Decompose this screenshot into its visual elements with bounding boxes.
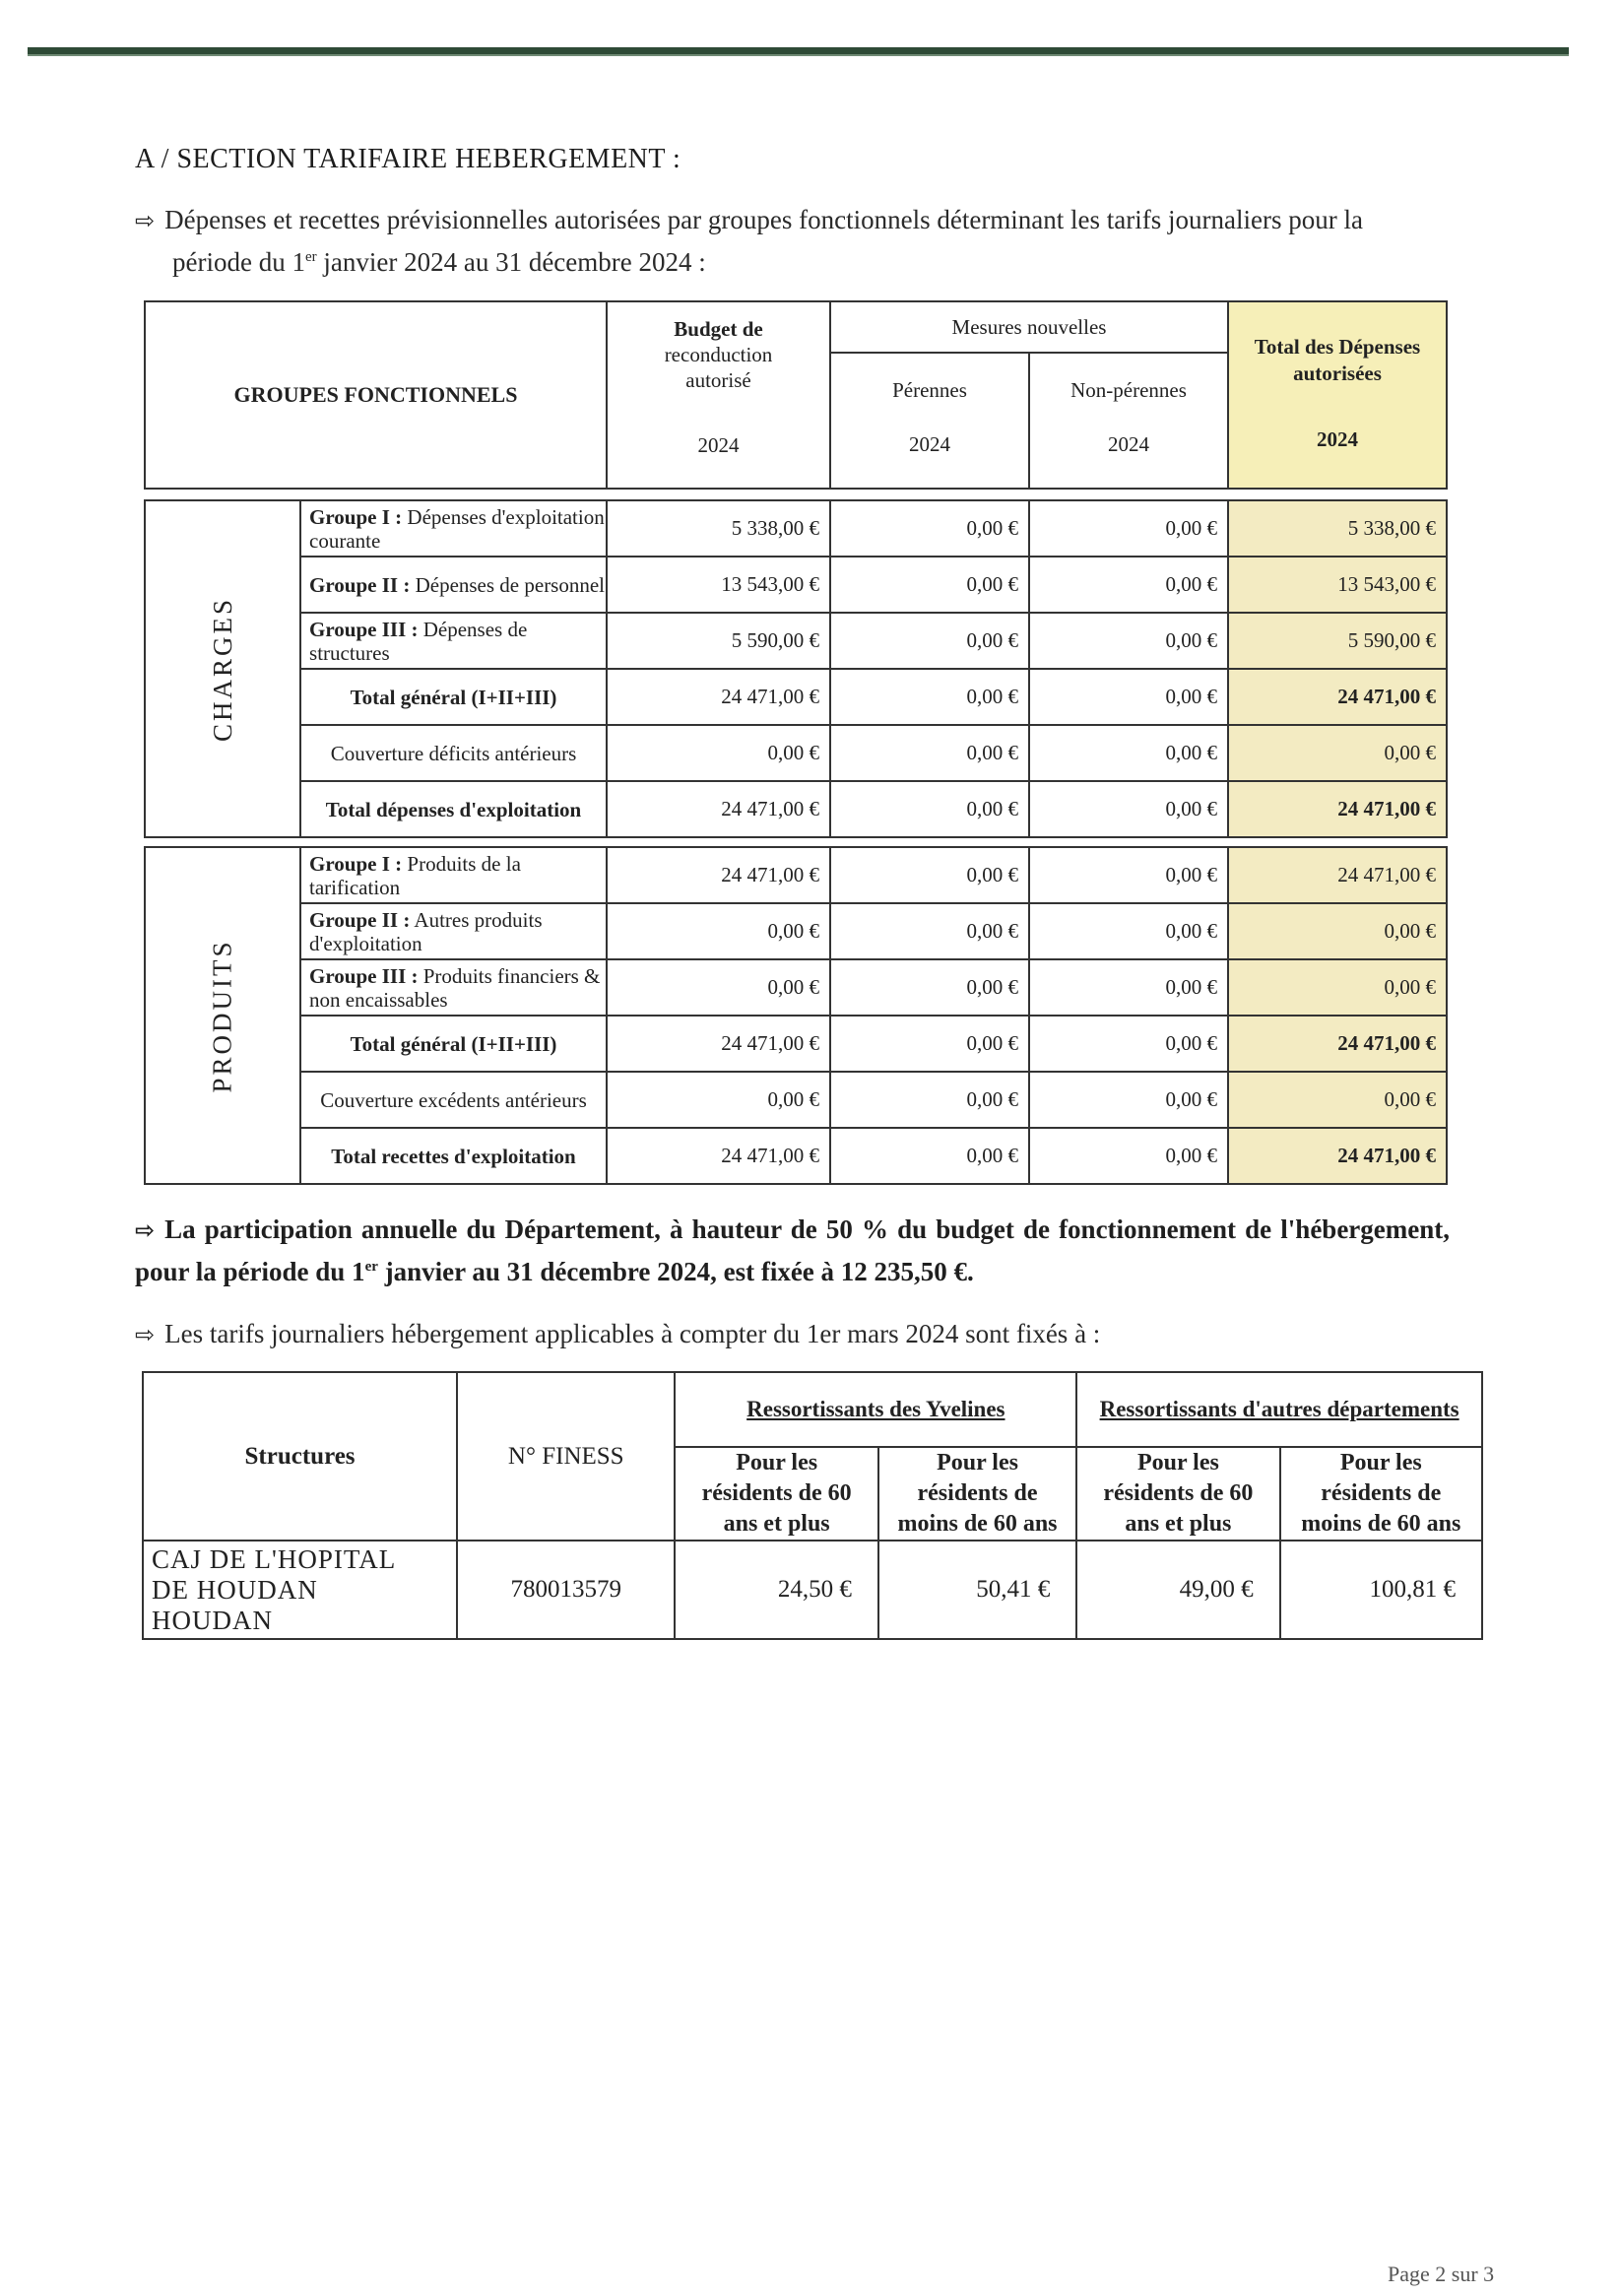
- yvelines-group-header: Ressortissants des Yvelines: [675, 1372, 1076, 1447]
- budget-row: [145, 847, 1447, 903]
- non-amount-cell: 0,00 €: [1029, 903, 1228, 959]
- tarif-cell: 50,41 €: [878, 1541, 1076, 1639]
- non-amount-cell: 0,00 €: [1029, 847, 1228, 903]
- structures-header: Structures: [143, 1372, 457, 1541]
- row-label: Total général (I+II+III): [300, 669, 607, 725]
- tarif-cell: 49,00 €: [1076, 1541, 1279, 1639]
- budget-row: [145, 1016, 1447, 1072]
- produits-category-label: PRODUITS: [145, 847, 300, 1184]
- per-amount-cell: 0,00 €: [830, 959, 1029, 1016]
- total-amount-cell: 5 338,00 €: [1228, 500, 1447, 557]
- row-label: Couverture déficits antérieurs: [300, 725, 607, 781]
- per-amount-cell: 0,00 €: [830, 1128, 1029, 1184]
- charges-section: [145, 500, 1447, 837]
- total-amount-cell: 0,00 €: [1228, 725, 1447, 781]
- base-amount-cell: 0,00 €: [607, 1072, 830, 1128]
- total-amount-cell: 24 471,00 €: [1228, 847, 1447, 903]
- intro-line2: période du 1er janvier 2024 au 31 décembre 2024 :: [172, 247, 706, 277]
- budget-row: [145, 1128, 1447, 1184]
- total-amount-cell: 24 471,00 €: [1228, 1128, 1447, 1184]
- base-amount-cell: 13 543,00 €: [607, 557, 830, 613]
- budget-row: [145, 669, 1447, 725]
- intro-paragraph: [135, 202, 1450, 281]
- base-amount-cell: 24 471,00 €: [607, 669, 830, 725]
- non-amount-cell: 0,00 €: [1029, 725, 1228, 781]
- participation-paragraph: ⇨ La participation annuelle du Département, à hauteur de 50 % du budget de fonctionnement de l'hébergement, pour la période du 1er janvier au 31 décembre 2024, est fixée à 12 235,50 €.: [135, 1214, 1450, 1286]
- groupes-fonctionnels-header: GROUPES FONCTIONNELS: [145, 301, 607, 489]
- non-amount-cell: 0,00 €: [1029, 557, 1228, 613]
- arrow-right-icon: ⇨: [135, 1216, 156, 1244]
- section-title: A / SECTION TARIFAIRE HEBERGEMENT :: [135, 144, 681, 174]
- per-amount-cell: 0,00 €: [830, 1072, 1029, 1128]
- budget-row: [145, 613, 1447, 669]
- total-amount-cell: 24 471,00 €: [1228, 669, 1447, 725]
- tarifs-intro: ⇨ Les tarifs journaliers hébergement applicables à compter du 1er mars 2024 sont fixés à :: [135, 1319, 1101, 1348]
- total-amount-cell: 24 471,00 €: [1228, 1016, 1447, 1072]
- spacer-row: [145, 837, 1447, 847]
- per-amount-cell: 0,00 €: [830, 500, 1029, 557]
- row-label: Couverture excédents antérieurs: [300, 1072, 607, 1128]
- per-amount-cell: 0,00 €: [830, 903, 1029, 959]
- row-label: Groupe I : Produits de la tarification: [300, 847, 607, 903]
- total-amount-cell: 0,00 €: [1228, 903, 1447, 959]
- base-amount-cell: 0,00 €: [607, 725, 830, 781]
- total-amount-cell: 5 590,00 €: [1228, 613, 1447, 669]
- yvelines-moins-60-header: Pour les résidents de moins de 60 ans: [878, 1447, 1076, 1541]
- base-amount-cell: 5 590,00 €: [607, 613, 830, 669]
- produits-section: [145, 847, 1447, 1184]
- non-amount-cell: 0,00 €: [1029, 613, 1228, 669]
- budget-table: [144, 300, 1448, 1185]
- tarifs-table: [142, 1371, 1483, 1640]
- per-amount-cell: 0,00 €: [830, 669, 1029, 725]
- page-number: Page 2 sur 3: [1388, 2262, 1495, 2286]
- charges-category-label: CHARGES: [145, 500, 300, 837]
- row-label: Groupe III : Dépenses de structures: [300, 613, 607, 669]
- row-label: Total général (I+II+III): [300, 1016, 607, 1072]
- non-perennes-header: Non-pérennes 2024: [1029, 353, 1228, 489]
- budget-row: [145, 500, 1447, 557]
- arrow-right-icon: ⇨: [135, 1321, 156, 1348]
- arrow-right-icon: ⇨: [135, 207, 156, 234]
- budget-row: [145, 725, 1447, 781]
- tarif-cell: 100,81 €: [1280, 1541, 1482, 1639]
- budget-row: [145, 959, 1447, 1016]
- base-amount-cell: 0,00 €: [607, 959, 830, 1016]
- finess-header: N° FINESS: [457, 1372, 675, 1541]
- per-amount-cell: 0,00 €: [830, 557, 1029, 613]
- base-amount-cell: 24 471,00 €: [607, 1128, 830, 1184]
- row-label: Groupe I : Dépenses d'exploitation courante: [300, 500, 607, 557]
- total-amount-cell: 24 471,00 €: [1228, 781, 1447, 837]
- total-amount-cell: 0,00 €: [1228, 959, 1447, 1016]
- per-amount-cell: 0,00 €: [830, 781, 1029, 837]
- non-amount-cell: 0,00 €: [1029, 1128, 1228, 1184]
- base-amount-cell: 24 471,00 €: [607, 847, 830, 903]
- row-label: Groupe III : Produits financiers & non encaissables: [300, 959, 607, 1016]
- budget-row: [145, 903, 1447, 959]
- tarifs-header-row: [143, 1372, 1482, 1447]
- spacer-row: [145, 489, 1447, 500]
- non-amount-cell: 0,00 €: [1029, 959, 1228, 1016]
- row-label: Groupe II : Autres produits d'exploitation: [300, 903, 607, 959]
- non-amount-cell: 0,00 €: [1029, 1016, 1228, 1072]
- structure-cell: CAJ DE L'HOPITAL DE HOUDAN HOUDAN: [143, 1541, 457, 1639]
- budget-row: [145, 1072, 1447, 1128]
- per-amount-cell: 0,00 €: [830, 613, 1029, 669]
- autres-moins-60-header: Pour les résidents de moins de 60 ans: [1280, 1447, 1482, 1541]
- top-rule: [28, 47, 1569, 56]
- per-amount-cell: 0,00 €: [830, 847, 1029, 903]
- base-amount-cell: 24 471,00 €: [607, 781, 830, 837]
- budget-row: [145, 557, 1447, 613]
- finess-cell: 780013579: [457, 1541, 675, 1639]
- mesures-nouvelles-header: Mesures nouvelles: [830, 301, 1228, 353]
- non-amount-cell: 0,00 €: [1029, 781, 1228, 837]
- perennes-header: Pérennes 2024: [830, 353, 1029, 489]
- budget-header-row: [145, 301, 1447, 353]
- per-amount-cell: 0,00 €: [830, 1016, 1029, 1072]
- total-depenses-header: Total des Dépenses autorisées 2024: [1228, 301, 1447, 489]
- budget-reconduction-header: Budget de reconduction autorisé 2024: [607, 301, 830, 489]
- budget-row: [145, 781, 1447, 837]
- non-amount-cell: 0,00 €: [1029, 669, 1228, 725]
- non-amount-cell: 0,00 €: [1029, 1072, 1228, 1128]
- intro-line1: Dépenses et recettes prévisionnelles autorisées par groupes fonctionnels déterminant les tarifs journaliers pour la: [164, 205, 1363, 234]
- tarifs-row: [143, 1541, 1482, 1639]
- yvelines-60-plus-header: Pour les résidents de 60 ans et plus: [675, 1447, 877, 1541]
- autres-60-plus-header: Pour les résidents de 60 ans et plus: [1076, 1447, 1279, 1541]
- total-amount-cell: 0,00 €: [1228, 1072, 1447, 1128]
- tarif-cell: 24,50 €: [675, 1541, 877, 1639]
- base-amount-cell: 24 471,00 €: [607, 1016, 830, 1072]
- total-amount-cell: 13 543,00 €: [1228, 557, 1447, 613]
- non-amount-cell: 0,00 €: [1029, 500, 1228, 557]
- row-label: Groupe II : Dépenses de personnel: [300, 557, 607, 613]
- per-amount-cell: 0,00 €: [830, 725, 1029, 781]
- row-label: Total recettes d'exploitation: [300, 1128, 607, 1184]
- base-amount-cell: 5 338,00 €: [607, 500, 830, 557]
- row-label: Total dépenses d'exploitation: [300, 781, 607, 837]
- base-amount-cell: 0,00 €: [607, 903, 830, 959]
- autres-departements-group-header: Ressortissants d'autres départements: [1076, 1372, 1482, 1447]
